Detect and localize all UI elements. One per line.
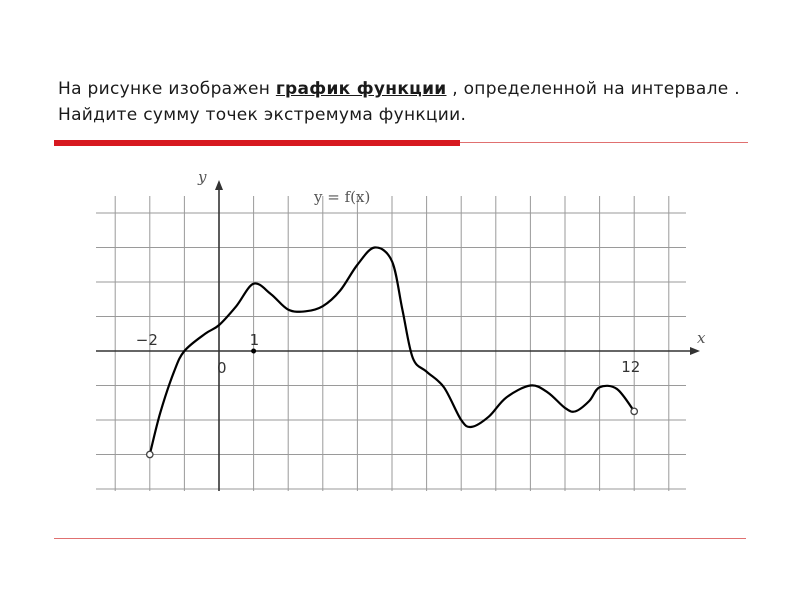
x-tick-label: 12 [621,358,641,376]
open-endpoint [631,408,637,414]
open-endpoint [147,451,153,457]
x-tick-label: 1 [249,331,260,349]
question-prefix: На рисунке изображен [58,79,276,99]
y-axis-label: y [198,168,207,186]
chart-title: y = f(x) [314,188,371,206]
chart-axes [96,180,700,491]
question-suffix: , определенной на интервале . Найдите сумму точек экстремума функции. [58,79,740,125]
chart-labels [136,168,706,377]
y-axis-arrow [215,180,223,190]
x-axis-label: x [697,329,706,347]
x-axis-arrow [690,347,700,355]
chart-grid [96,196,686,491]
x-tick-label: 0 [217,359,227,377]
function-graph-link[interactable]: график функции [275,79,447,99]
axis-point [251,349,256,354]
x-tick-label: −2 [135,331,158,349]
